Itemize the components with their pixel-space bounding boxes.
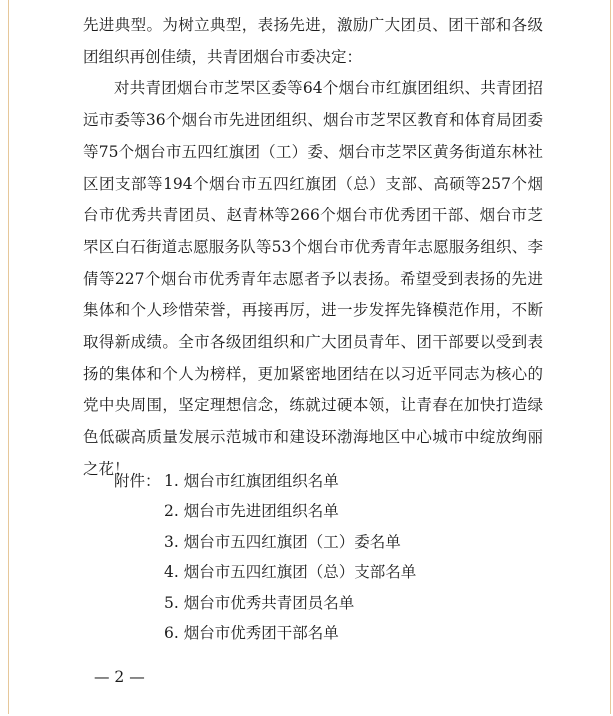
attachment-row bbox=[114, 527, 416, 557]
attachments-list bbox=[114, 466, 416, 648]
page-number: — 2 — bbox=[94, 668, 145, 686]
attachment-row bbox=[114, 466, 416, 496]
main-paragraph: 对共青团烟台市芝罘区委等64个烟台市红旗团组织、共青团招远市委等36个烟台市先进团组织、烟台市芝罘区教育和体育局团委等75个烟台市五四红旗团（工）委、烟台市芝罘区黄务街道东林社区团支部等194个烟台市五四红旗团（总）支部、高硕等257个烟台市优秀共青团员、赵青林等266个烟台市优秀团干部、烟台市芝罘区白石街道志愿服务队等53个烟台市优秀青年志愿服务组织、李倩等227个烟台市优秀青年志愿者予以表扬。希望受到表扬的先进集体和个人珍惜荣誉，再接再厉，进一步发挥先锋模范作用，不断取得新成绩。全市各级团组织和广大团员青年、团干部要以受到表扬的集体和个人为榜样，更加紧密地团结在以习近平同志为核心的党中央周围，坚定理想信念，练就过硬本领，让青春在加快打造绿色低碳高质量发展示范城市和建设环渤海地区中心城市中绽放绚丽之花！ bbox=[83, 79, 543, 478]
attachment-item: 6. 烟台市优秀团干部名单 bbox=[164, 624, 339, 643]
attachment-item: 3. 烟台市五四红旗团（工）委名单 bbox=[164, 532, 401, 551]
attachment-row bbox=[114, 588, 416, 618]
attachment-item: 5. 烟台市优秀共青团员名单 bbox=[164, 593, 355, 612]
attachment-row bbox=[114, 496, 416, 526]
attachment-item: 4. 烟台市五四红旗团（总）支部名单 bbox=[164, 563, 417, 582]
attachment-row bbox=[114, 618, 416, 648]
attachment-item: 2. 烟台市先进团组织名单 bbox=[164, 502, 339, 521]
intro-paragraph: 先进典型。为树立典型，表扬先进，激励广大团员、团干部和各级团组织再创佳绩，共青团烟台市委决定： bbox=[83, 16, 543, 66]
document-body bbox=[83, 10, 543, 486]
attachment-item: 1. 烟台市红旗团组织名单 bbox=[164, 472, 339, 490]
attachments-label: 附件： bbox=[114, 472, 161, 490]
attachment-row bbox=[114, 557, 416, 587]
